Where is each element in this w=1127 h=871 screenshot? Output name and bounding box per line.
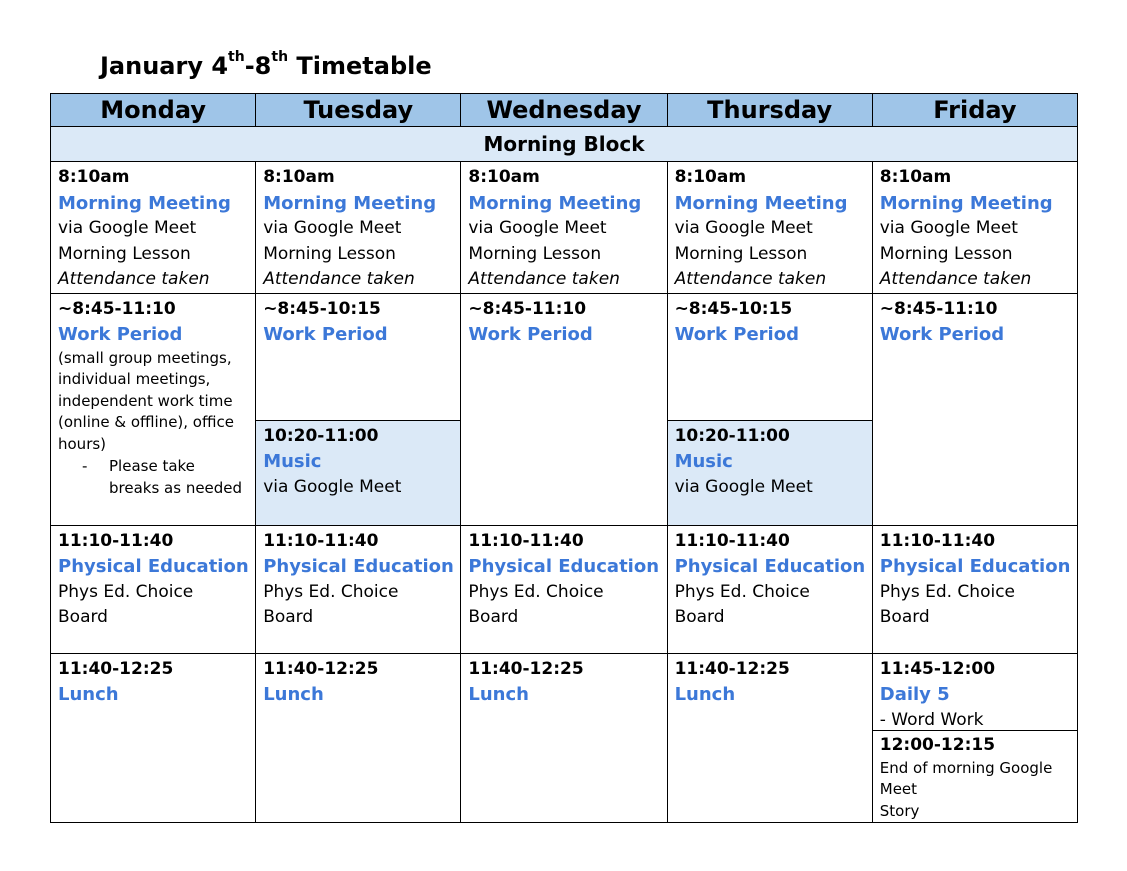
activity-label: Lunch	[468, 684, 529, 705]
detail-text: via Google Meet	[674, 476, 813, 497]
morning-meeting-cell	[461, 162, 667, 294]
activity-label: Physical Education	[879, 556, 1071, 577]
activity-label: Lunch	[263, 684, 324, 705]
time-label: 8:10am	[879, 167, 952, 187]
morning-meeting-cell	[256, 162, 461, 294]
physical-education-row	[51, 525, 1078, 653]
activity-label: Lunch	[674, 684, 736, 705]
detail-text: Morning Lesson	[879, 243, 1013, 264]
detail-text: via Google Meet	[879, 218, 1018, 238]
detail-text: via Google Meet	[468, 218, 607, 238]
page-title: January 4th-8th Timetable	[100, 49, 432, 80]
lunch-cell	[256, 653, 461, 823]
activity-label: Music	[674, 451, 733, 472]
friday-end-cell	[872, 653, 1077, 823]
day-header-wednesday: Wednesday	[461, 94, 667, 127]
time-label: 8:10am	[263, 167, 335, 187]
activity-label: Physical Education	[674, 556, 866, 577]
work-period-cell-friday	[872, 293, 1077, 525]
music-section	[668, 421, 872, 525]
detail-text: Phys Ed. Choice	[674, 581, 810, 602]
activity-label: Lunch	[58, 684, 119, 705]
activity-label: Morning Meeting	[468, 192, 642, 214]
end-of-meet-section	[873, 731, 1077, 823]
activity-label: Morning Meeting	[58, 192, 231, 214]
lunch-cell	[667, 653, 872, 823]
detail-text: Morning Lesson	[674, 243, 808, 264]
work-period-cell-tuesday	[256, 293, 461, 525]
morning-meeting-cell	[667, 162, 872, 294]
morning-meeting-cell	[51, 162, 256, 294]
time-label: 11:10-11:40	[58, 530, 174, 551]
time-label: 11:10-11:40	[879, 530, 996, 551]
time-label: ~8:45-10:15	[263, 298, 381, 319]
work-period-cell-wednesday	[461, 293, 667, 525]
detail-text: - Word Work	[879, 709, 984, 730]
work-description: (small group meetings, individual meetings, independent work time (online & offline), office hours)	[58, 348, 234, 453]
activity-label: Physical Education	[468, 556, 660, 577]
time-label: ~8:45-10:15	[674, 298, 793, 319]
activity-label: Work Period	[674, 324, 799, 345]
detail-text: via Google Meet	[674, 218, 813, 238]
detail-text: Board	[58, 607, 108, 627]
detail-text: End of morning Google Meet	[879, 758, 1053, 798]
timetable	[50, 93, 1078, 823]
bullet-text: Please take breaks as needed	[109, 457, 243, 497]
work-period-row	[51, 293, 1078, 525]
detail-text: Attendance taken	[879, 269, 1032, 289]
time-label: 11:40-12:25	[263, 658, 379, 679]
morning-meeting-cell	[872, 162, 1077, 294]
time-label: ~8:45-11:10	[58, 298, 176, 319]
activity-label: Work Period	[58, 324, 183, 345]
detail-text: via Google Meet	[263, 476, 402, 497]
activity-label: Physical Education	[263, 556, 454, 577]
detail-text: Board	[263, 607, 314, 627]
detail-text: Phys Ed. Choice	[468, 581, 604, 602]
pe-cell	[256, 525, 461, 653]
detail-text: via Google Meet	[263, 218, 402, 238]
time-label: 10:20-11:00	[263, 425, 379, 446]
detail-text: Story	[879, 801, 920, 820]
time-label: ~8:45-11:10	[879, 298, 998, 319]
time-label: 11:45-12:00	[879, 658, 996, 679]
activity-label: Daily 5	[879, 684, 950, 705]
pe-cell	[461, 525, 667, 653]
detail-text: Attendance taken	[263, 269, 415, 289]
morning-block-header: Morning Block	[51, 127, 1078, 162]
work-period-cell-monday	[51, 293, 256, 525]
detail-text: Attendance taken	[674, 269, 827, 289]
pe-cell	[667, 525, 872, 653]
time-label: 11:40-12:25	[58, 658, 174, 679]
detail-text: Attendance taken	[58, 269, 210, 289]
detail-text: Attendance taken	[468, 269, 620, 289]
detail-text: Board	[879, 607, 930, 627]
day-header-thursday: Thursday	[667, 94, 872, 127]
detail-text: Morning Lesson	[263, 243, 396, 264]
time-label: 11:40-12:25	[674, 658, 790, 679]
time-label: 11:40-12:25	[468, 658, 584, 679]
lunch-cell	[51, 653, 256, 823]
work-period-section	[256, 294, 460, 421]
activity-label: Music	[263, 451, 322, 472]
activity-label: Physical Education	[58, 556, 249, 577]
work-period-cell-thursday	[667, 293, 872, 525]
day-header-row	[51, 94, 1078, 127]
detail-text: Board	[674, 607, 725, 627]
lunch-cell	[461, 653, 667, 823]
day-header-friday: Friday	[872, 94, 1077, 127]
activity-label: Morning Meeting	[879, 192, 1053, 214]
pe-cell	[872, 525, 1077, 653]
bullet-item	[58, 455, 249, 499]
bullet-dash: -	[82, 457, 88, 475]
work-period-section	[668, 294, 872, 421]
detail-text: Phys Ed. Choice	[879, 581, 1016, 602]
time-label: ~8:45-11:10	[468, 298, 587, 319]
activity-label: Work Period	[263, 324, 388, 345]
lunch-row	[51, 653, 1078, 823]
music-section	[256, 421, 460, 525]
daily-5-section	[873, 654, 1077, 731]
activity-label: Work Period	[468, 324, 593, 345]
morning-meeting-row	[51, 162, 1078, 294]
pe-cell	[51, 525, 256, 653]
time-label: 8:10am	[468, 167, 540, 187]
time-label: 8:10am	[58, 167, 130, 187]
detail-text: Board	[468, 607, 519, 627]
detail-text: Phys Ed. Choice	[263, 581, 399, 602]
detail-text: via Google Meet	[58, 218, 197, 238]
day-header-monday: Monday	[51, 94, 256, 127]
detail-text: Morning Lesson	[468, 243, 602, 264]
time-label: 12:00-12:15	[879, 734, 996, 755]
detail-text: Morning Lesson	[58, 243, 191, 264]
activity-label: Morning Meeting	[263, 192, 437, 214]
time-label: 11:10-11:40	[468, 530, 584, 551]
time-label: 8:10am	[674, 167, 747, 187]
time-label: 10:20-11:00	[674, 425, 790, 446]
time-label: 11:10-11:40	[674, 530, 790, 551]
detail-text: Phys Ed. Choice	[58, 581, 194, 602]
activity-label: Work Period	[879, 324, 1005, 345]
activity-label: Morning Meeting	[674, 192, 848, 214]
time-label: 11:10-11:40	[263, 530, 379, 551]
day-header-tuesday: Tuesday	[256, 94, 461, 127]
